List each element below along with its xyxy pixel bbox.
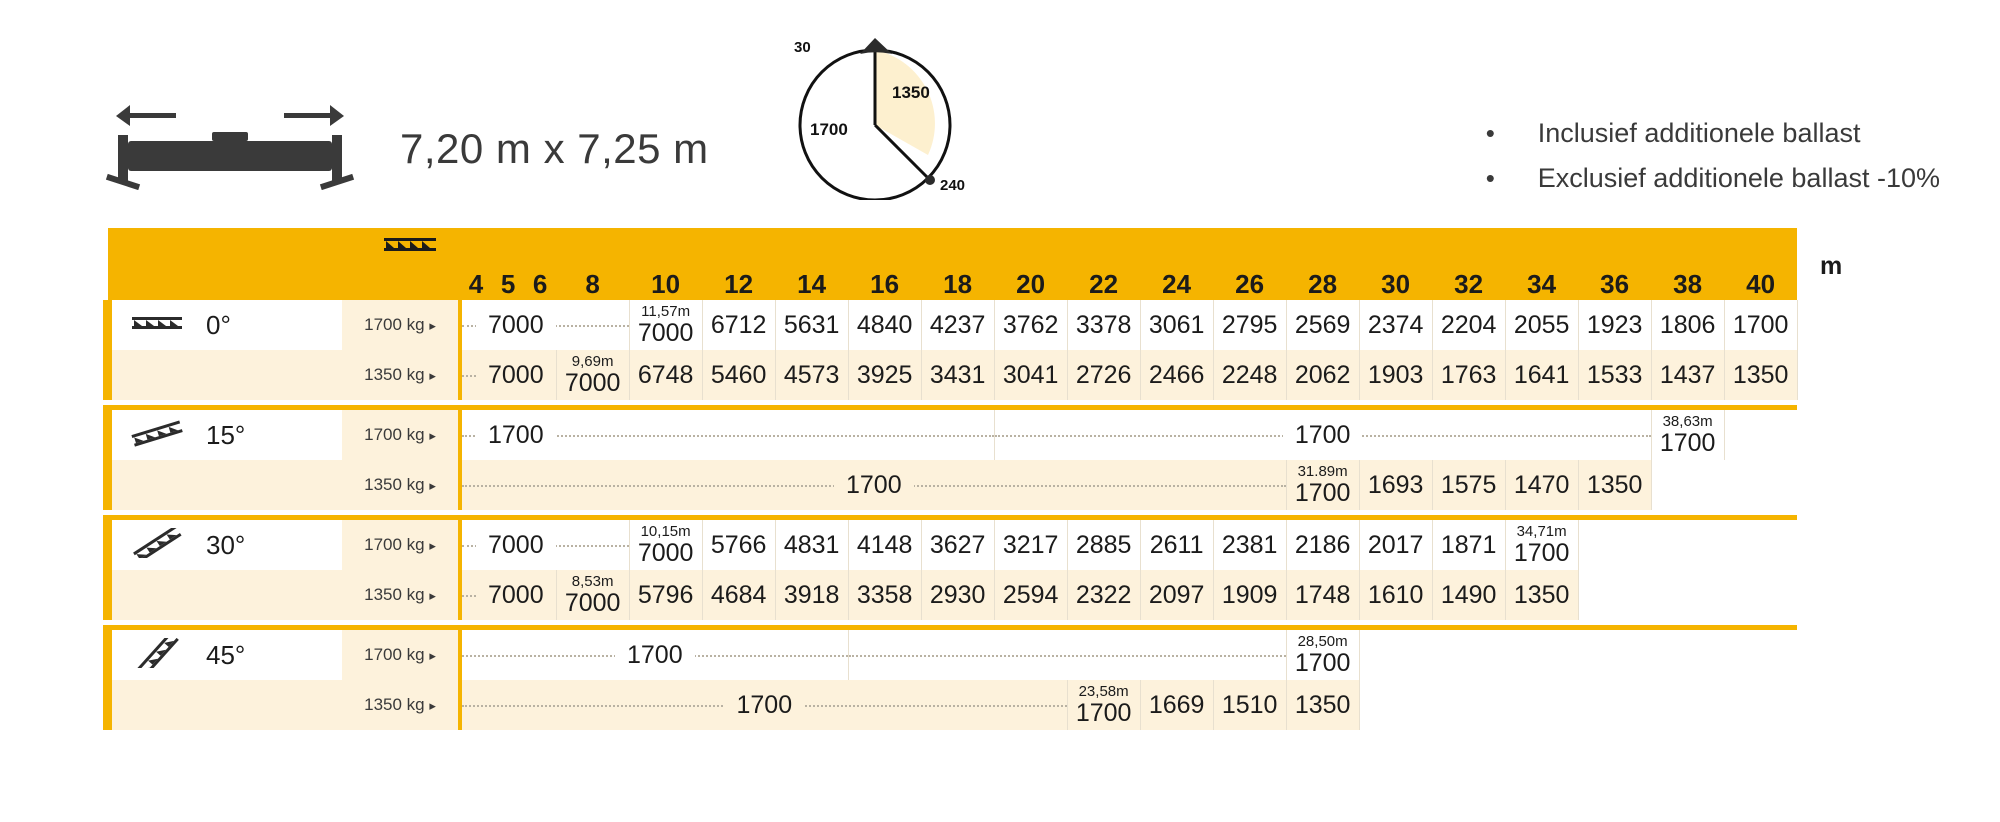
radius-label: 10,15m — [640, 523, 691, 540]
col-header-38: 38 — [1651, 228, 1724, 300]
capacity-value: 1763 — [1440, 360, 1497, 389]
capacity-cell — [1286, 460, 1359, 510]
span-value-cell — [460, 350, 556, 400]
capacity-cell — [556, 570, 629, 620]
capacity-label-1350kg: 1350 kg ▸ — [342, 350, 460, 400]
capacity-value: 2611 — [1149, 530, 1204, 559]
capacity-label-1350kg: 1350 kg ▸ — [342, 570, 460, 620]
span-value: 7000 — [476, 311, 556, 340]
col-header-8: 8 — [556, 228, 629, 300]
capacity-cell — [1724, 350, 1797, 400]
chevron-right-icon: ▸ — [429, 478, 436, 493]
capacity-value: 7000 — [637, 318, 694, 347]
table-row — [108, 300, 1798, 350]
col-header-5: 5 — [492, 228, 524, 300]
boom-angle-label: 30° — [206, 529, 246, 560]
span-value: 1700 — [1283, 421, 1363, 450]
capacity-cell — [1140, 680, 1213, 730]
span-value: 7000 — [476, 581, 556, 610]
col-header-12: 12 — [702, 228, 775, 300]
capacity-value: 6748 — [637, 360, 694, 389]
section-divider — [108, 620, 1798, 628]
outrigger-dimension-label: 7,20 m x 7,25 m — [400, 125, 709, 172]
col-header-30: 30 — [1359, 228, 1432, 300]
table-row — [108, 408, 1798, 461]
capacity-cell — [1140, 518, 1213, 571]
section-divider — [108, 400, 1798, 408]
capacity-cell — [702, 518, 775, 571]
chart-label-30: 30 — [794, 39, 811, 56]
capacity-value: 2062 — [1294, 360, 1351, 389]
capacity-cell — [1505, 350, 1578, 400]
boom-angle-spacer — [108, 460, 343, 510]
capacity-value: 6712 — [710, 310, 767, 339]
capacity-value: 7000 — [564, 368, 621, 397]
capacity-cell — [1286, 350, 1359, 400]
span-value-cell — [460, 408, 994, 461]
capacity-cell — [1140, 570, 1213, 620]
capacity-value: 3217 — [1002, 530, 1059, 559]
radius-label: 23,58m — [1078, 683, 1129, 700]
boom-45deg-icon — [128, 638, 190, 673]
capacity-value: 1350 — [1513, 580, 1570, 609]
capacity-cell — [1286, 628, 1359, 681]
radius-label: 34,71m — [1516, 523, 1567, 540]
chevron-right-icon: ▸ — [429, 428, 436, 443]
capacity-cell — [848, 570, 921, 620]
capacity-label-1350kg: 1350 kg ▸ — [342, 680, 460, 730]
span-value-cell — [460, 680, 1067, 730]
capacity-cell — [702, 300, 775, 350]
unit-label-m: m — [1820, 252, 1843, 280]
note-item — [1486, 163, 1940, 194]
capacity-value: 3378 — [1075, 310, 1132, 339]
boom-angle-spacer — [108, 680, 343, 730]
capacity-cell — [629, 350, 702, 400]
radius-label: 9,69m — [571, 353, 614, 370]
capacity-label-1700kg: 1700 kg ▸ — [342, 518, 460, 571]
capacity-cell — [1286, 300, 1359, 350]
capacity-value: 2322 — [1075, 580, 1132, 609]
capacity-cell — [1067, 350, 1140, 400]
header — [0, 0, 2000, 230]
capacity-value: 4840 — [856, 310, 913, 339]
col-header-4: 4 — [460, 228, 492, 300]
radius-label: 11,57m — [641, 303, 691, 320]
capacity-cell — [1505, 460, 1578, 510]
load-chart-table — [103, 228, 1798, 730]
capacity-cell — [1286, 518, 1359, 571]
chart-slice-label-1350: 1350 — [892, 83, 930, 102]
capacity-cell — [1432, 300, 1505, 350]
note-text: Exclusief additionele ballast -10% — [1537, 163, 1940, 193]
capacity-cell — [921, 300, 994, 350]
capacity-value: 1700 — [1513, 538, 1570, 567]
capacity-cell — [1505, 570, 1578, 620]
capacity-cell — [1505, 518, 1578, 571]
capacity-cell — [1578, 350, 1651, 400]
capacity-cell — [1067, 680, 1140, 730]
capacity-cell — [1359, 300, 1432, 350]
boom-angle-cell-45° — [108, 628, 343, 681]
capacity-cell — [702, 350, 775, 400]
table-row — [108, 460, 1798, 510]
capacity-cell — [1067, 300, 1140, 350]
capacity-value: 1700 — [1075, 698, 1132, 727]
chevron-right-icon: ▸ — [429, 648, 436, 663]
capacity-cell — [1140, 300, 1213, 350]
chevron-right-icon: ▸ — [429, 588, 436, 603]
capacity-value: 2248 — [1221, 360, 1278, 389]
capacity-value: 4684 — [710, 580, 767, 609]
chart-label-240: 240 — [940, 177, 966, 194]
capacity-value: 2204 — [1440, 310, 1497, 339]
capacity-cell — [921, 570, 994, 620]
capacity-value: 1700 — [1294, 648, 1351, 677]
radius-label: 31.89m — [1297, 463, 1348, 480]
capacity-cell — [1213, 680, 1286, 730]
span-value-cell — [994, 408, 1651, 461]
capacity-label-1350kg: 1350 kg ▸ — [342, 460, 460, 510]
capacity-value: 2055 — [1513, 310, 1570, 339]
capacity-value: 7000 — [637, 538, 694, 567]
capacity-value: 3925 — [856, 360, 913, 389]
capacity-value: 1700 — [1294, 478, 1351, 507]
boom-angle-spacer — [108, 570, 343, 620]
capacity-label-1700kg: 1700 kg ▸ — [342, 628, 460, 681]
capacity-label-1700kg: 1700 kg ▸ — [342, 300, 460, 350]
table-row — [108, 680, 1798, 730]
capacity-cell — [1359, 518, 1432, 571]
capacity-value: 4148 — [856, 530, 913, 559]
capacity-cell — [848, 518, 921, 571]
col-header-10: 10 — [629, 228, 702, 300]
capacity-cell — [1432, 350, 1505, 400]
span-value-cell — [460, 628, 848, 681]
boom-angle-cell-15° — [108, 408, 343, 461]
header-unit-cell — [108, 228, 461, 300]
boom-angle-label: 15° — [206, 419, 246, 450]
capacity-cell — [1213, 518, 1286, 571]
radius-label: 28,50m — [1297, 633, 1348, 650]
col-header-16: 16 — [848, 228, 921, 300]
capacity-value: 2186 — [1294, 530, 1351, 559]
chart-slice-label-1700: 1700 — [810, 120, 848, 139]
capacity-cell — [1432, 518, 1505, 571]
boom-0deg-icon — [128, 308, 190, 343]
boom-30deg-icon — [128, 528, 190, 563]
capacity-value: 1350 — [1586, 470, 1643, 499]
working-range-chart — [780, 30, 970, 200]
capacity-value: 2466 — [1148, 360, 1205, 389]
capacity-label-1700kg: 1700 kg ▸ — [342, 408, 460, 461]
capacity-value: 1748 — [1294, 580, 1351, 609]
span-value: 7000 — [476, 531, 556, 560]
capacity-value: 1610 — [1367, 580, 1424, 609]
capacity-cell — [629, 570, 702, 620]
capacity-cell — [994, 518, 1067, 571]
capacity-cell — [1651, 300, 1724, 350]
capacity-cell — [1140, 350, 1213, 400]
capacity-value: 1350 — [1294, 690, 1351, 719]
col-header-24: 24 — [1140, 228, 1213, 300]
capacity-value: 3358 — [856, 580, 913, 609]
col-header-20: 20 — [994, 228, 1067, 300]
boom-angle-cell-30° — [108, 518, 343, 571]
boom-angle-label: 45° — [206, 639, 246, 670]
note-item — [1486, 118, 1940, 149]
capacity-value: 5460 — [710, 360, 767, 389]
span-value: 1700 — [834, 471, 914, 500]
capacity-value: 1641 — [1513, 360, 1570, 389]
capacity-value: 3762 — [1002, 310, 1059, 339]
capacity-cell — [1432, 570, 1505, 620]
capacity-cell — [994, 570, 1067, 620]
capacity-cell — [1578, 300, 1651, 350]
capacity-cell — [1213, 570, 1286, 620]
capacity-value: 2374 — [1367, 310, 1424, 339]
capacity-value: 1437 — [1659, 360, 1716, 389]
chevron-right-icon: ▸ — [429, 368, 436, 383]
capacity-cell — [629, 518, 702, 571]
col-header-6: 6 — [524, 228, 556, 300]
capacity-cell — [848, 300, 921, 350]
capacity-cell — [1067, 518, 1140, 571]
boom-angle-cell-0° — [108, 300, 343, 350]
boom-angle-label: 0° — [206, 309, 231, 340]
col-header-14: 14 — [775, 228, 848, 300]
capacity-cell — [556, 350, 629, 400]
capacity-value: 7000 — [564, 588, 621, 617]
span-value-cell — [460, 300, 629, 350]
col-header-22: 22 — [1067, 228, 1140, 300]
capacity-value: 3041 — [1002, 360, 1059, 389]
capacity-value: 2795 — [1221, 310, 1278, 339]
col-header-26: 26 — [1213, 228, 1286, 300]
span-value: 1700 — [476, 421, 556, 450]
span-value-cell — [460, 570, 556, 620]
capacity-value: 1806 — [1659, 310, 1716, 339]
boom-15deg-icon — [128, 418, 190, 453]
capacity-value: 1575 — [1440, 470, 1497, 499]
radius-label: 38,63m — [1662, 413, 1713, 430]
capacity-cell — [1067, 570, 1140, 620]
col-header-18: 18 — [921, 228, 994, 300]
capacity-cell — [1213, 350, 1286, 400]
outrigger-base-icon — [100, 105, 360, 190]
boom-meter-icon — [382, 234, 452, 267]
capacity-value: 1909 — [1221, 580, 1278, 609]
capacity-cell — [1724, 300, 1797, 350]
capacity-value: 1470 — [1513, 470, 1570, 499]
capacity-value: 5796 — [637, 580, 694, 609]
capacity-value: 2569 — [1294, 310, 1351, 339]
span-value: 1700 — [725, 691, 805, 720]
chevron-right-icon: ▸ — [429, 538, 436, 553]
capacity-value: 1693 — [1367, 470, 1424, 499]
capacity-value: 3918 — [783, 580, 840, 609]
capacity-cell — [994, 350, 1067, 400]
capacity-value: 1350 — [1732, 360, 1789, 389]
capacity-cell — [702, 570, 775, 620]
capacity-cell — [775, 518, 848, 571]
capacity-cell — [1651, 408, 1724, 461]
capacity-value: 1510 — [1221, 690, 1278, 719]
capacity-value: 2726 — [1075, 360, 1132, 389]
span-value-cell — [460, 518, 629, 571]
table-row — [108, 518, 1798, 571]
col-header-36: 36 — [1578, 228, 1651, 300]
bullet-icon: • — [1485, 163, 1495, 193]
capacity-cell — [1359, 570, 1432, 620]
capacity-cell — [921, 350, 994, 400]
capacity-value: 1700 — [1732, 310, 1789, 339]
capacity-value: 4237 — [929, 310, 986, 339]
capacity-value: 5631 — [783, 310, 840, 339]
radius-label: 8,53m — [571, 573, 614, 590]
chevron-right-icon: ▸ — [429, 698, 436, 713]
capacity-value: 2885 — [1075, 530, 1132, 559]
capacity-cell — [775, 300, 848, 350]
capacity-value: 2017 — [1367, 530, 1424, 559]
capacity-value: 3061 — [1148, 310, 1205, 339]
capacity-cell — [1286, 570, 1359, 620]
capacity-cell — [775, 350, 848, 400]
capacity-value: 1700 — [1659, 428, 1716, 457]
span-value-cell — [848, 628, 1286, 681]
section-divider — [108, 510, 1798, 518]
capacity-value: 2930 — [929, 580, 986, 609]
col-header-40: 40 — [1724, 228, 1797, 300]
capacity-cell — [629, 300, 702, 350]
capacity-cell — [1286, 680, 1359, 730]
capacity-value: 4831 — [783, 530, 840, 559]
capacity-cell — [1505, 300, 1578, 350]
note-text: Inclusief additionele ballast — [1537, 118, 1861, 148]
table-row — [108, 628, 1798, 681]
capacity-value: 3627 — [929, 530, 986, 559]
capacity-cell — [994, 300, 1067, 350]
table-row — [108, 350, 1798, 400]
capacity-value: 2594 — [1002, 580, 1059, 609]
capacity-cell — [775, 570, 848, 620]
table-header-row — [108, 228, 1798, 300]
span-value: 7000 — [476, 361, 556, 390]
capacity-value: 1490 — [1440, 580, 1497, 609]
capacity-cell — [1651, 350, 1724, 400]
capacity-value: 1871 — [1440, 530, 1497, 559]
notes-list — [1486, 118, 1940, 208]
col-header-34: 34 — [1505, 228, 1578, 300]
col-header-32: 32 — [1432, 228, 1505, 300]
capacity-value: 1533 — [1586, 360, 1643, 389]
capacity-value: 1669 — [1148, 690, 1205, 719]
capacity-value: 3431 — [929, 360, 986, 389]
capacity-value: 2097 — [1148, 580, 1205, 609]
capacity-cell — [848, 350, 921, 400]
capacity-cell — [921, 518, 994, 571]
capacity-value: 1903 — [1367, 360, 1424, 389]
span-value-cell — [460, 460, 1286, 510]
capacity-value: 5766 — [710, 530, 767, 559]
col-header-28: 28 — [1286, 228, 1359, 300]
capacity-cell — [1359, 350, 1432, 400]
capacity-cell — [1432, 460, 1505, 510]
capacity-value: 2381 — [1221, 530, 1278, 559]
capacity-value: 1923 — [1586, 310, 1643, 339]
bullet-icon: • — [1485, 118, 1495, 148]
table-row — [108, 570, 1798, 620]
span-value: 1700 — [615, 641, 695, 670]
capacity-cell — [1578, 460, 1651, 510]
boom-angle-spacer — [108, 350, 343, 400]
chevron-right-icon: ▸ — [429, 318, 436, 333]
capacity-cell — [1359, 460, 1432, 510]
capacity-cell — [1213, 300, 1286, 350]
capacity-value: 4573 — [783, 360, 840, 389]
